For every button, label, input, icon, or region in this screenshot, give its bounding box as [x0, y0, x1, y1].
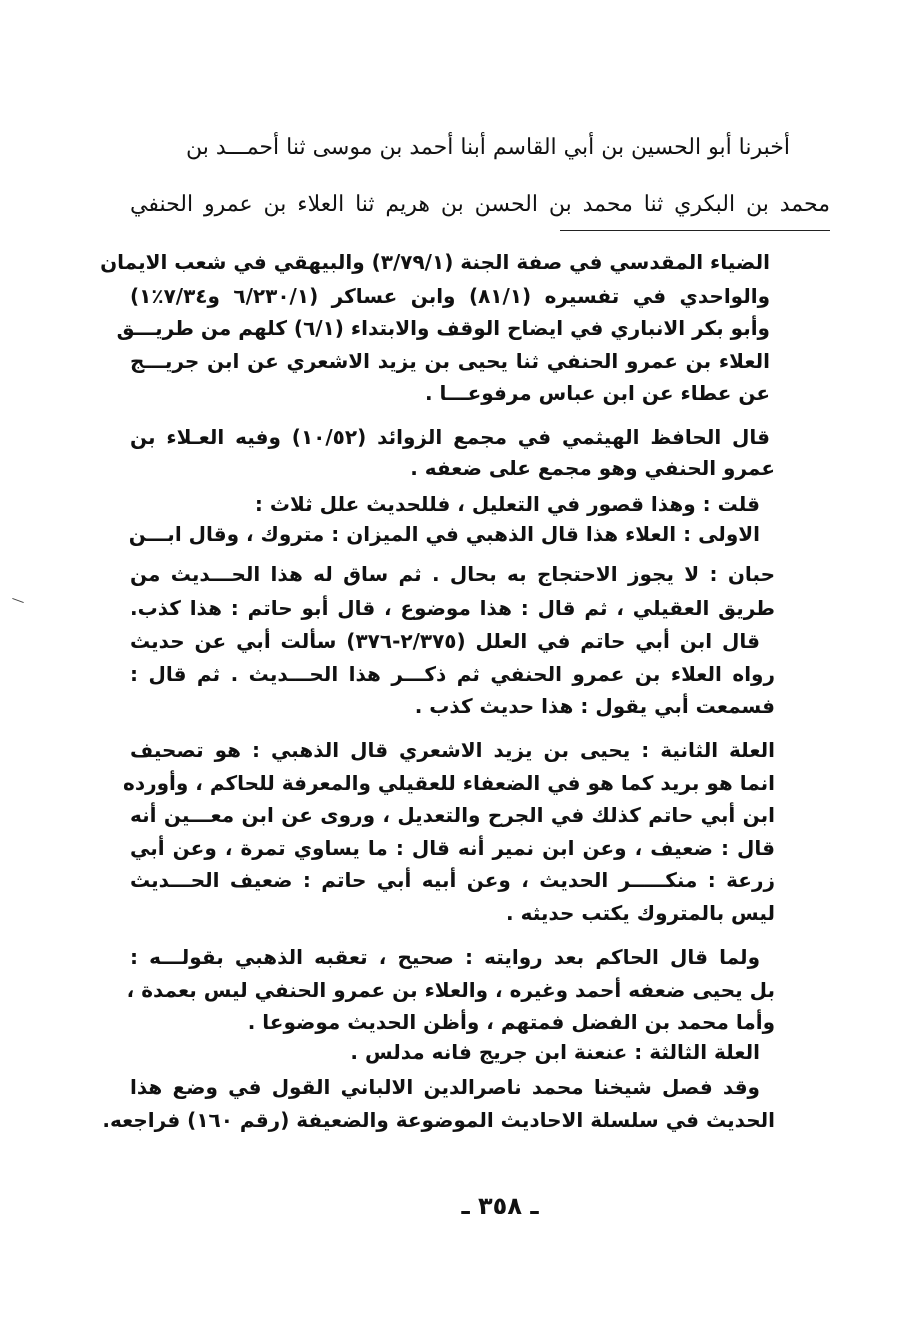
- albani-line-2: الحديث في سلسلة الاحاديث الموضوعة والضعيفة (رقم ١٦٠) فراجعه.: [102, 1108, 775, 1132]
- takhrij-line-1: الضياء المقدسي في صفة الجنة (٣/٧٩/١) والبيهقي في شعب الايمان: [100, 250, 770, 274]
- hakim-line-2: بل يحيى ضعفه أحمد وغيره ، والعلاء بن عمرو الحنفي ليس بعمدة ،: [126, 978, 775, 1002]
- haythami-line-2: عمرو الحنفي وهو مجمع على ضعفه .: [410, 456, 775, 480]
- haythami-line-1: قال الحافظ الهيثمي في مجمع الزوائد (١٠/٥٢) وفيه العـلاء بن: [130, 425, 770, 449]
- first-illa-line-1: الاولى : العلاء هذا قال الذهبي في الميزان : متروك ، وقال ابـــن: [128, 522, 760, 546]
- takhrij-line-3: وأبو بكر الانباري في ايضاح الوقف والابتداء (٦/١) كلهم من طريـــق: [116, 316, 770, 340]
- page-number: ـ ٣٥٨ ـ: [461, 1192, 539, 1220]
- margin-mark: [12, 598, 24, 603]
- hakim-line-1: ولما قال الحاكم بعد روايته : صحيح ، تعقبه الذهبي بقولـــه :: [130, 945, 760, 969]
- footnote-separator: [560, 230, 830, 231]
- second-illa-line-6: ليس بالمتروك يكتب حديثه .: [506, 901, 775, 925]
- hakim-line-3: وأما محمد بن الفضل فمتهم ، وأظن الحديث موضوعا .: [247, 1010, 775, 1034]
- takhrij-line-2: والواحدي في تفسيره (٨١/١) وابن عساكر (٦/٢٣٠/١ و٧/٣٤٪١): [130, 284, 771, 308]
- ilal-line-1: قال ابن أبي حاتم في العلل (٢/٣٧٥-٣٧٦) سألت أبي عن حديث: [130, 629, 760, 653]
- second-illa-line-3: ابن أبي حاتم كذلك في الجرح والتعديل ، وروى عن ابن معـــين أنه: [130, 803, 775, 827]
- third-illa-line: العلة الثالثة : عنعنة ابن جريج فانه مدلس .: [350, 1040, 760, 1064]
- albani-line-1: وقد فصل شيخنا محمد ناصرالدين الالباني القول في وضع هذا: [130, 1075, 760, 1099]
- isnad-line-2: محمد بن البكري ثنا محمد بن الحسن بن هريم ثنا العلاء بن عمرو الحنفي: [130, 192, 830, 217]
- second-illa-line-5: زرعة : منكـــــر الحديث ، وعن أبيه أبي حاتم : ضعيف الحـــديث: [130, 868, 775, 892]
- takhrij-line-4: العلاء بن عمرو الحنفي ثنا يحيى بن يزيد الاشعري عن ابن جريـــج: [130, 349, 770, 373]
- second-illa-line-1: العلة الثانية : يحيى بن يزيد الاشعري قال الذهبي : هو تصحيف: [130, 738, 775, 762]
- takhrij-line-5: عن عطاء عن ابن عباس مرفوعـــا .: [424, 381, 770, 405]
- qultu-line: قلت : وهذا قصور في التعليل ، فللحديث علل ثلاث :: [254, 492, 760, 516]
- first-illa-line-3: طريق العقيلي ، ثم قال : هذا موضوع ، قال أبو حاتم : هذا كذب.: [130, 596, 775, 620]
- isnad-line-1: أخبرنا أبو الحسين بن أبي القاسم أبنا أحمد بن موسى ثنا أحمـــد بن: [185, 135, 790, 160]
- ilal-line-3: فسمعت أبي يقول : هذا حديث كذب .: [414, 694, 775, 718]
- second-illa-line-2: انما هو بريد كما هو في الضعفاء للعقيلي والمعرفة للحاكم ، وأورده: [123, 771, 775, 795]
- ilal-line-2: رواه العلاء بن عمرو الحنفي ثم ذكـــر هذا الحـــديث . ثم قال :: [130, 662, 775, 686]
- first-illa-line-2: حبان : لا يجوز الاحتجاج به بحال . ثم ساق له هذا الحـــديث من: [130, 562, 775, 586]
- second-illa-line-4: قال : ضعيف ، وعن ابن نمير أنه قال : ما يساوي تمرة ، وعن أبي: [130, 836, 775, 860]
